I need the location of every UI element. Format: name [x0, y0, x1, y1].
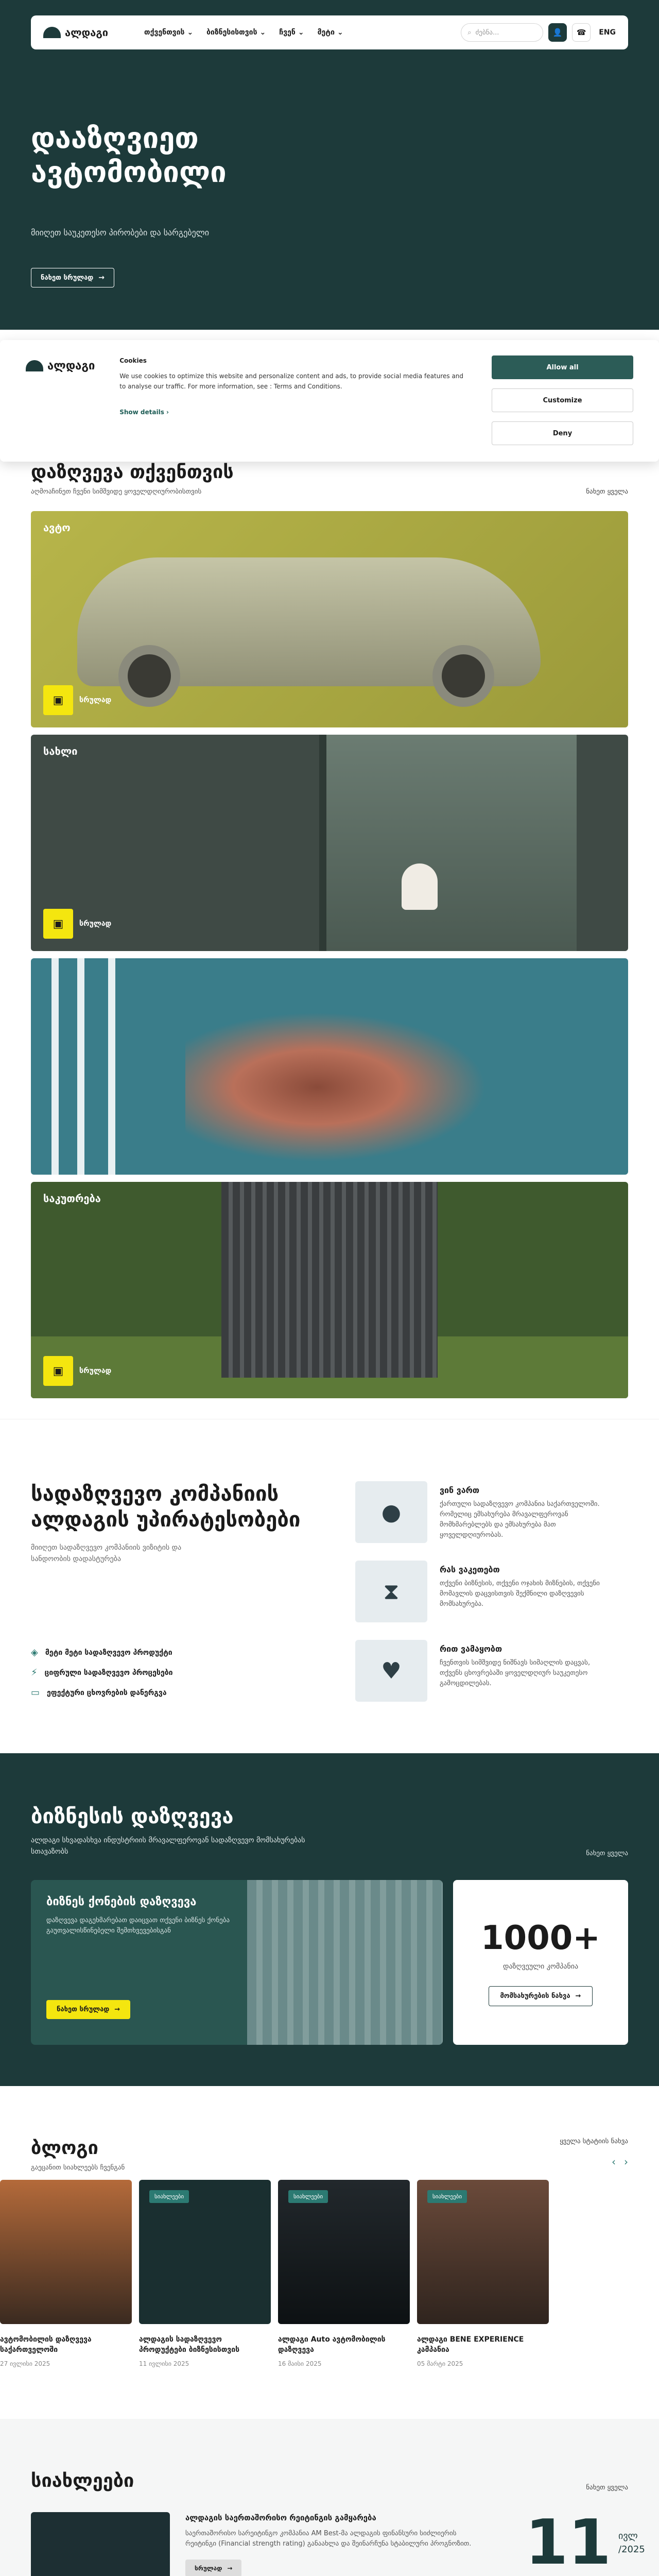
- hero-button-label: ნახეთ სრულად: [41, 274, 94, 282]
- hero-title: დააზღვიეთ ავტომობილი: [31, 122, 227, 189]
- logo-text: ალდაგი: [65, 26, 109, 39]
- heart-icon: ♥: [355, 1640, 427, 1702]
- why-title: სადაზღვევო კომპანიის ალდაგის უპირატესობები: [31, 1482, 301, 1532]
- search-placeholder: ძებნა...: [475, 28, 499, 37]
- cookie-text: We use cookies to optimize this website and personalize content and ads, to provide social media features and to analyse our traffic. For more information, see : Terms and Conditions.: [119, 372, 464, 390]
- feature-item: [31, 1647, 309, 1658]
- language-switch[interactable]: ENG: [599, 28, 616, 37]
- document-icon: ▣: [43, 1356, 73, 1386]
- arrow-right-icon: →: [114, 2006, 120, 2013]
- why-section: [0, 1419, 659, 1753]
- business-card-text: დაზღვევა დაგეხმარებათ დაიცვათ თქვენი ბიზნეს ქონება გაუთვალისწინებელი შემთხვევებისგან: [46, 1917, 230, 1935]
- cookie-logo-text: ალდაგი: [47, 359, 95, 372]
- section-header: [31, 462, 628, 496]
- cat-image: [402, 863, 438, 910]
- button-label: სრულად: [195, 2565, 222, 2572]
- stat-number: 1000+: [481, 1919, 600, 1957]
- decor-bar: [51, 958, 59, 1175]
- document-icon: ▣: [43, 909, 73, 939]
- news-month: ივლ: [618, 2531, 638, 2541]
- news-item-button[interactable]: [185, 2560, 241, 2576]
- nav-item-label: თქვენთვის: [144, 28, 185, 37]
- nav-item-personal[interactable]: [144, 28, 193, 37]
- nav-item-label: მეტი: [317, 28, 335, 37]
- person-icon: ●: [355, 1481, 427, 1543]
- business-card[interactable]: [31, 1880, 443, 2045]
- insurance-section: [0, 462, 659, 1398]
- cookie-logo: [26, 355, 99, 376]
- arrow-right-icon: →: [575, 1992, 581, 2000]
- container-image: [221, 1182, 438, 1378]
- nav-item-label: ჩვენ: [279, 28, 296, 37]
- blog-card[interactable]: [0, 2180, 132, 2367]
- card-label: ავტო: [43, 521, 71, 534]
- why-subtitle: მიიღეთ სადაზღვევო კომპანიის ვიზიტის და სანდოობის დადასტურება: [31, 1544, 182, 1563]
- blog-card-title: ალდაგი Auto ავტომობილის დაზღვევა: [278, 2335, 386, 2354]
- why-item: [355, 1640, 628, 1702]
- customize-label: Customize: [543, 396, 582, 404]
- business-card-title: ბიზნეს ქონების დაზღვევა: [46, 1895, 197, 1908]
- window-image: [319, 735, 577, 951]
- stat-button[interactable]: [489, 1986, 593, 2006]
- card-button[interactable]: [43, 1356, 111, 1386]
- hero-button[interactable]: [31, 268, 114, 287]
- arrow-right-icon: →: [227, 2565, 233, 2572]
- blog-card-title: ავტომობილის დაზღვევა საქართველოში: [0, 2335, 92, 2354]
- chevron-down-icon: ⌄: [187, 28, 194, 37]
- document-icon: ▣: [43, 685, 73, 715]
- nav-item-label: ბიზნესისთვის: [206, 28, 257, 37]
- blog-image: [278, 2180, 410, 2324]
- chevron-down-icon: ⌄: [337, 28, 343, 37]
- stat-label: დაზღვეული კომპანია: [502, 1962, 579, 1971]
- news-item: [31, 2507, 645, 2576]
- blog-subtitle: გაეცანით სიახლეებს ჩვენგან: [31, 2164, 125, 2172]
- cookie-title: Cookies: [119, 357, 147, 364]
- button-label: მომსახურების ნახვა: [500, 1992, 570, 2000]
- why-item-title: რით ვამაყობთ: [440, 1644, 502, 1654]
- search-input[interactable]: [461, 23, 543, 42]
- insurance-cards: [31, 511, 628, 1398]
- insurance-card-travel[interactable]: [31, 958, 628, 1175]
- see-all-link[interactable]: ნახეთ ყველა: [586, 2484, 628, 2492]
- cookie-show-details[interactable]: [119, 407, 471, 417]
- see-all-link[interactable]: ყველა სტატიის ნახვა: [560, 2138, 628, 2145]
- cookie-banner: [0, 340, 659, 462]
- blog-section: [0, 2086, 659, 2419]
- news-list: [31, 2507, 645, 2576]
- card-button-label: სრულად: [79, 696, 112, 704]
- see-all-link[interactable]: ნახეთ ყველა: [586, 488, 628, 496]
- blog-card-title: ალდაგი BENE EXPERIENCE კამპანია: [417, 2335, 524, 2354]
- see-all-link[interactable]: ნახეთ ყველა: [586, 1850, 628, 1857]
- chat-icon: ▭: [31, 1687, 40, 1698]
- phone-icon[interactable]: ☎: [572, 23, 591, 42]
- blog-image: [139, 2180, 271, 2324]
- chevron-right-icon[interactable]: ›: [624, 2156, 628, 2168]
- hero-section: [0, 0, 659, 437]
- logo-mark: [26, 360, 43, 371]
- why-item-text: ჩვენთვის სიმშვიდე ნიშნავს სიმაღლის დაცვას, თქვენს ცხოვრებაში ყოველდღიურ საუკეთესო გამოცდილებას.: [440, 1659, 591, 1687]
- insurance-title: დაზღვევა თქვენთვის: [31, 462, 234, 483]
- why-left: [31, 1481, 309, 1702]
- news-image: [31, 2512, 170, 2576]
- blog-card-date: 16 მაისი 2025: [278, 2360, 322, 2367]
- card-button[interactable]: [43, 685, 111, 715]
- insurance-card-property[interactable]: [31, 1182, 628, 1398]
- decor-bar: [108, 958, 115, 1175]
- hourglass-icon: ⧗: [355, 1561, 427, 1622]
- news-item-text: საერთაშორისო სარეიტინგო კომპანია AM Best-მა ალდაგის ფინანსური სიძლიერის რეიტინგი (Financial strength rating) განაახლა და შეინარჩუნა სტაბილური პროგნოზით.: [185, 2530, 472, 2548]
- people-image: [185, 999, 515, 1175]
- why-item-text: ქართული სადაზღვევო კომპანია საქართველოში. რომელიც ემსახურება მრავალფეროვან მომხმარებლებს და ემსახურება მათ ყოველდღიურობას.: [440, 1500, 600, 1539]
- blog-tag: სიახლეები: [427, 2190, 467, 2203]
- section-header: [31, 2470, 628, 2492]
- decor-bar: [77, 958, 84, 1175]
- card-button-label: სრულად: [79, 920, 112, 928]
- user-icon[interactable]: 👤: [548, 23, 567, 42]
- insurance-card-home[interactable]: [31, 735, 628, 951]
- wheel: [118, 645, 180, 707]
- feature-label: მეტი მეტი სადაზღვევო პროდუქტი: [45, 1648, 172, 1657]
- card-label: სახლი: [43, 745, 78, 757]
- nav-actions: [461, 23, 616, 42]
- blog-image: [0, 2180, 132, 2324]
- blog-card[interactable]: [417, 2180, 549, 2367]
- business-card-button[interactable]: [46, 2000, 130, 2019]
- blog-nav: [560, 2156, 628, 2168]
- nav-item-business[interactable]: [206, 28, 266, 37]
- deny-button[interactable]: Deny: [492, 421, 633, 445]
- feature-label: ციფრული სადაზღვევო პროცესები: [44, 1668, 173, 1677]
- feature-item: [31, 1667, 309, 1678]
- why-item: [355, 1561, 628, 1622]
- blog-card-date: 27 ივლისი 2025: [0, 2360, 50, 2367]
- blog-card[interactable]: [278, 2180, 410, 2367]
- nav-menu: [144, 28, 343, 37]
- blog-tag: სიახლეები: [288, 2190, 328, 2203]
- why-item-title: რას ვაკეთებთ: [440, 1565, 500, 1574]
- feature-item: [31, 1687, 309, 1698]
- card-button[interactable]: [43, 909, 111, 939]
- section-header: [31, 1805, 628, 1857]
- news-item-title: ალდაგის საერთაშორისო რეიტინგის გამყარება: [185, 2513, 376, 2522]
- chevron-down-icon: ⌄: [298, 28, 304, 37]
- news-title: სიახლეები: [31, 2470, 134, 2492]
- layers-icon: ◈: [31, 1647, 38, 1658]
- insurance-card-auto[interactable]: [31, 511, 628, 727]
- logo-mark: [43, 27, 61, 38]
- card-button-label: სრულად: [79, 1367, 112, 1375]
- blog-title: ბლოგი: [31, 2138, 98, 2159]
- section-header: [31, 2138, 659, 2172]
- news-section: [0, 2419, 659, 2576]
- logo[interactable]: [43, 26, 108, 39]
- blog-image: [417, 2180, 549, 2324]
- blog-row: [0, 2180, 659, 2367]
- navbar: [31, 15, 628, 49]
- news-day: 11: [525, 2507, 611, 2576]
- customize-button[interactable]: [492, 388, 633, 412]
- hero-subtitle: მიიღეთ საუკეთესო პირობები და სარგებელი: [31, 228, 210, 238]
- blog-card[interactable]: [139, 2180, 271, 2367]
- button-label: ნახეთ სრულად: [57, 2006, 110, 2013]
- blog-tag: სიახლეები: [149, 2190, 189, 2203]
- insurance-subtitle: აღმოაჩინეთ ჩვენი სიმშვიდე ყოველდღიურობისთვის: [31, 488, 202, 496]
- chevron-down-icon: ⌄: [259, 28, 266, 37]
- lightning-icon: ⚡: [31, 1667, 38, 1678]
- why-item: [355, 1481, 628, 1543]
- business-stat: [453, 1880, 628, 2045]
- why-right: [355, 1481, 628, 1702]
- news-date: [525, 2507, 645, 2576]
- business-subtitle: ალდაგი სხვადასხვა ინდუსტრიის მრავალფეროვან სადაზღვევო მომსახურებას სთავაზობს: [31, 1836, 305, 1856]
- nav-item-more[interactable]: [318, 28, 343, 37]
- why-item-title: ვინ ვართ: [440, 1485, 480, 1495]
- why-features: [31, 1647, 309, 1698]
- chevron-right-icon: ›: [166, 409, 169, 416]
- allow-all-button[interactable]: Allow all: [492, 355, 633, 379]
- arrow-right-icon: →: [98, 274, 105, 282]
- cookie-details-label: Show details: [119, 409, 164, 416]
- search-icon: ⌕: [467, 28, 472, 37]
- nav-item-about[interactable]: [279, 28, 304, 37]
- business-title: ბიზნესის დაზღვევა: [31, 1805, 234, 1828]
- business-section: [0, 1753, 659, 2086]
- chevron-left-icon[interactable]: ‹: [612, 2156, 616, 2168]
- feature-label: ეფექტური ცხოვრების დანერგვა: [47, 1688, 167, 1697]
- wheel: [432, 645, 494, 707]
- news-year: /2025: [618, 2544, 645, 2555]
- business-row: [31, 1880, 628, 2045]
- blog-card-title: ალდაგის სადაზღვევო პროდუქტები ბიზნესისთვის: [139, 2335, 240, 2354]
- cookie-buttons: [492, 355, 633, 446]
- card-label: საკუთრება: [43, 1192, 101, 1205]
- blog-card-date: 05 მარტი 2025: [417, 2360, 463, 2367]
- news-body: [185, 2512, 510, 2576]
- why-item-text: თქვენი ბიზნესის, თქვენი ოჯახის მიზნების, თქვენი მომავლის დაცვისთვის შექმნილი დაზღვევის მომსახურება.: [440, 1580, 600, 1608]
- cookie-body: [119, 355, 471, 446]
- blog-card-date: 11 ივლისი 2025: [139, 2360, 189, 2367]
